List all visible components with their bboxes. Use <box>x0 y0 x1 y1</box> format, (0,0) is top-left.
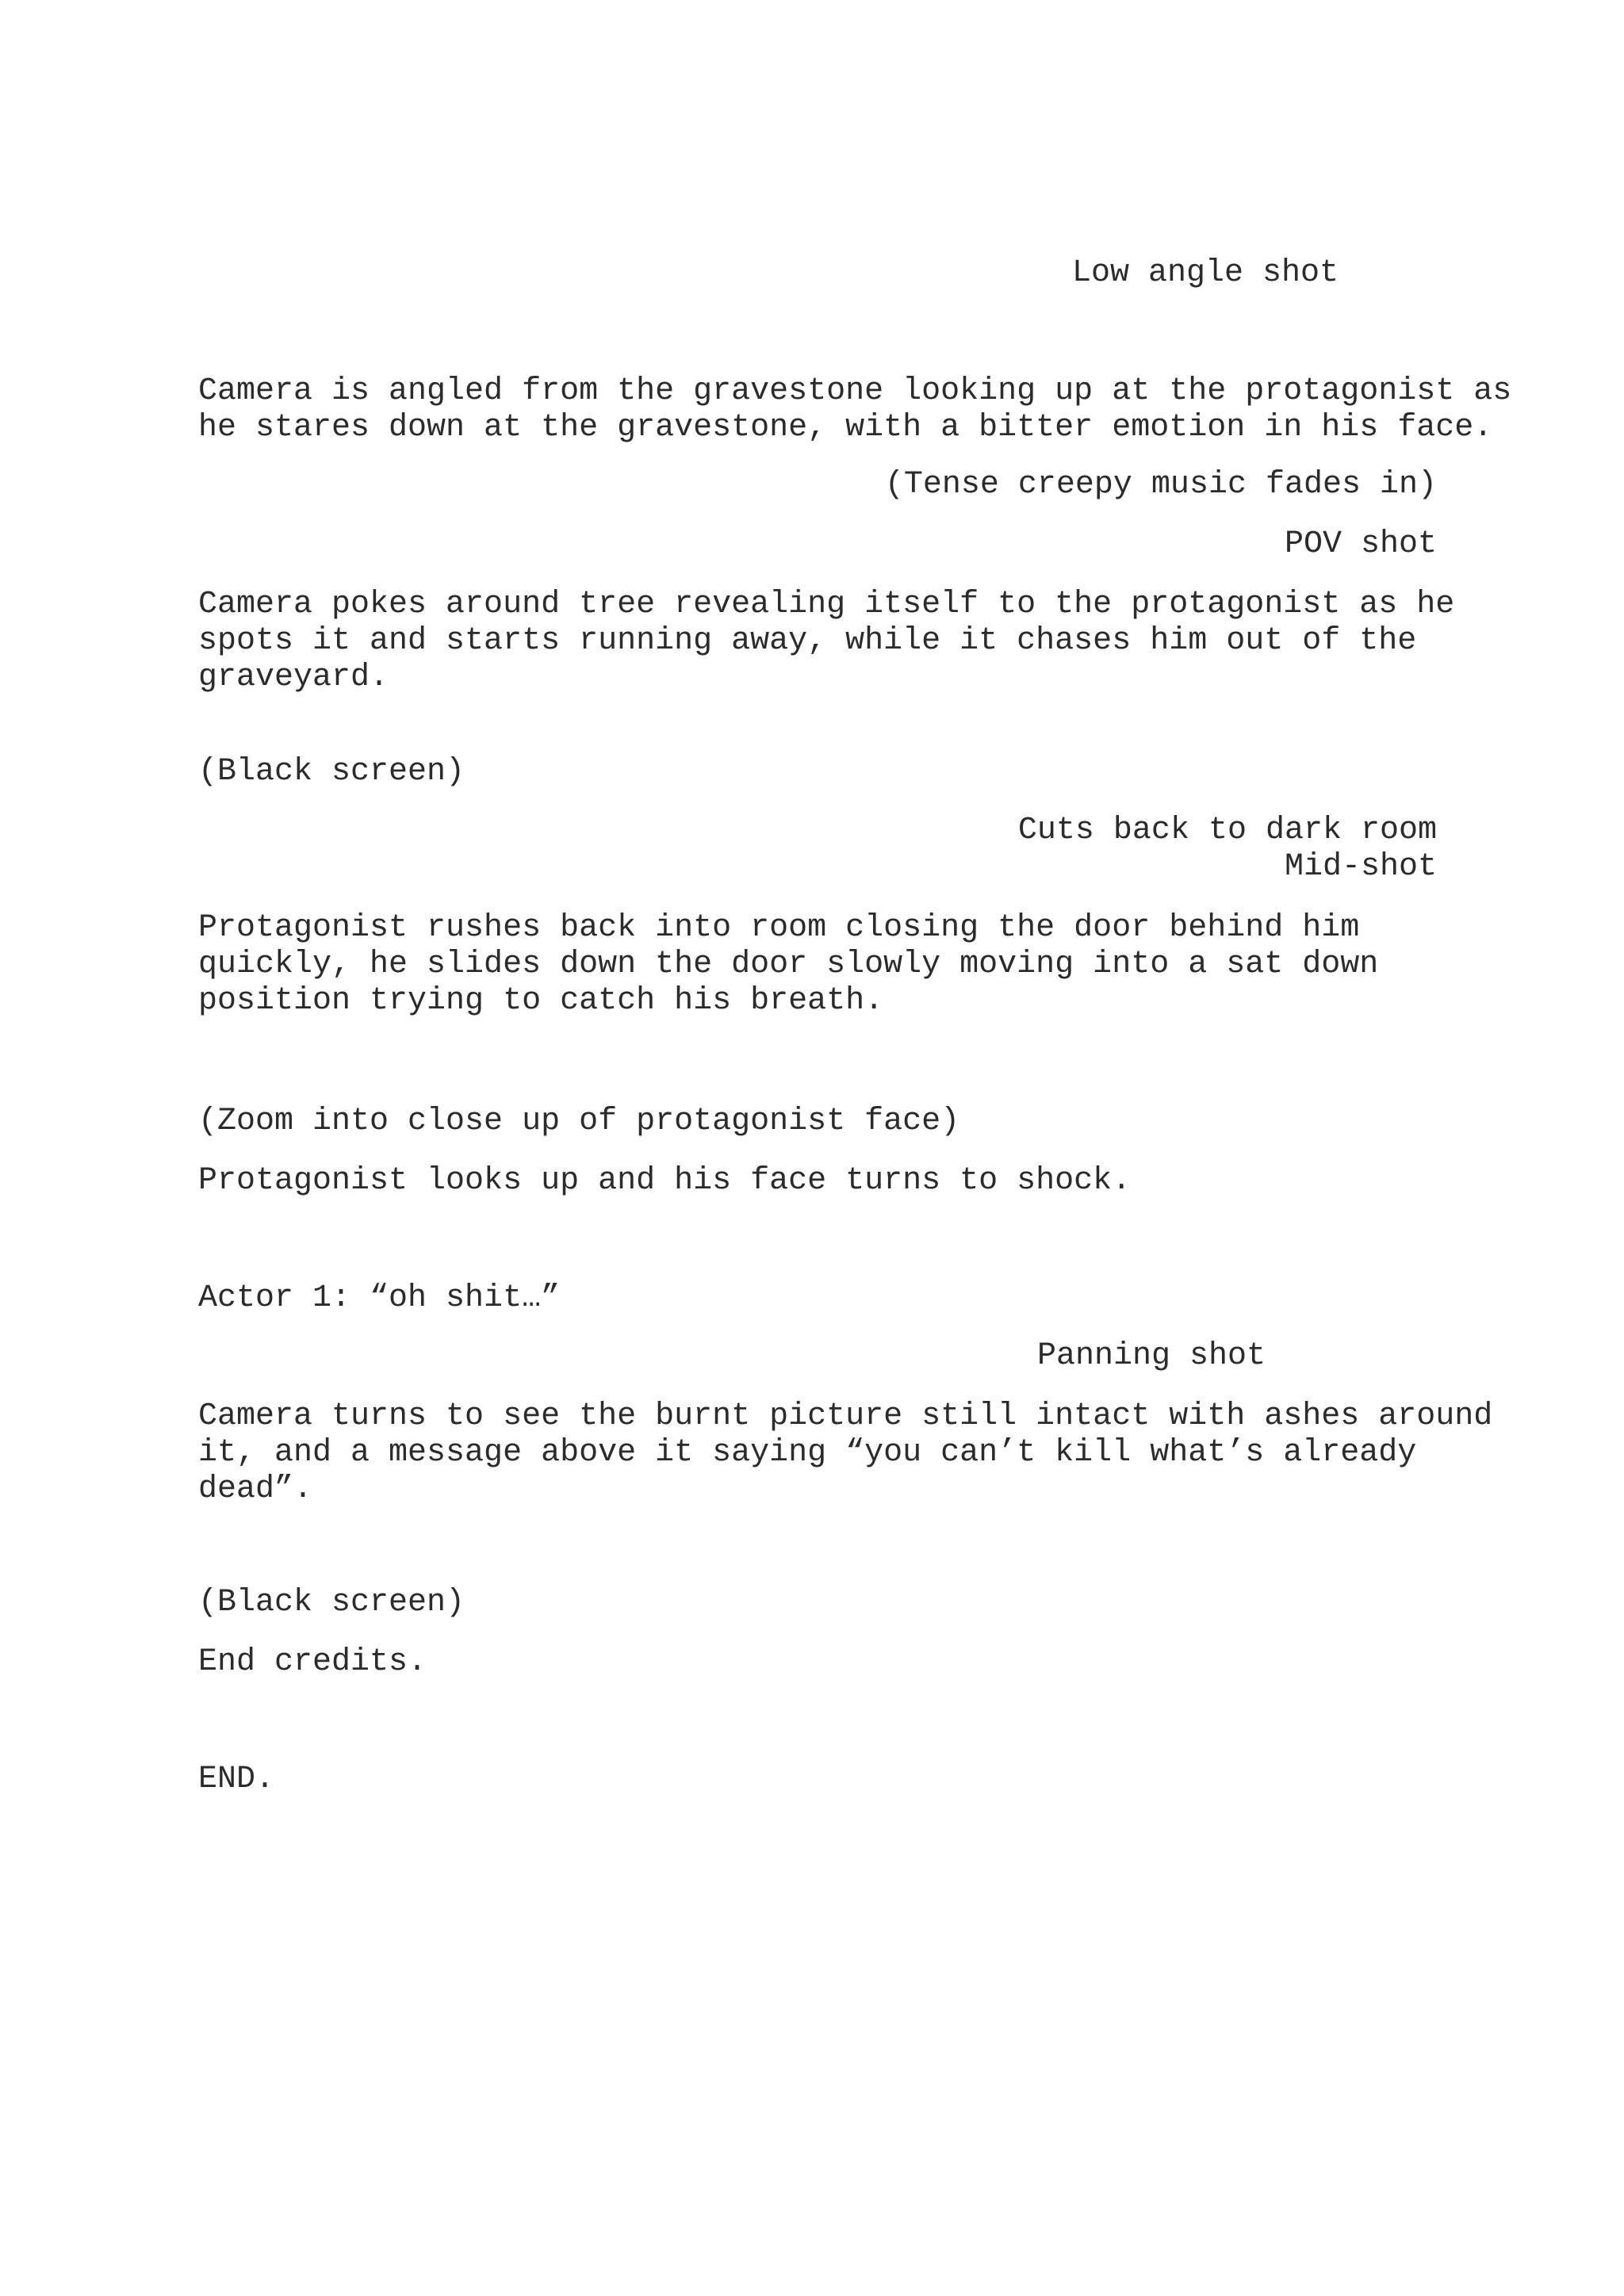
action-line: position trying to catch his breath. <box>198 983 884 1019</box>
shot-direction-panning: Panning shot <box>1037 1338 1266 1374</box>
action-line: dead”. <box>198 1471 313 1507</box>
shot-direction-pov: POV shot <box>1284 526 1437 562</box>
shot-direction-low-angle: Low angle shot <box>1072 255 1339 291</box>
end-credits-line: End credits. <box>198 1644 427 1680</box>
action-paragraph-5 <box>198 1399 1493 1508</box>
action-line: Protagonist rushes back into room closing the door behind him <box>198 910 1360 946</box>
action-line: quickly, he slides down the door slowly moving into a sat down <box>198 947 1379 982</box>
action-paragraph-4: Protagonist looks up and his face turns to shock. <box>198 1163 1132 1199</box>
action-paragraph-3 <box>198 910 1451 1020</box>
camera-direction-zoom: (Zoom into close up of protagonist face) <box>198 1104 960 1139</box>
action-line: he stares down at the gravestone, with a bitter emotion in his face. <box>198 410 1493 446</box>
shot-direction-mid-shot: Mid-shot <box>1284 849 1437 885</box>
transition-black-screen: (Black screen) <box>198 1585 465 1621</box>
dialogue-line: Actor 1: “oh shit…” <box>198 1280 561 1316</box>
action-paragraph-1 <box>198 373 1512 446</box>
action-line: Camera is angled from the gravestone looking up at the protagonist as <box>198 373 1512 409</box>
scene-direction-cuts-back: Cuts back to dark room <box>1017 813 1437 848</box>
action-line: graveyard. <box>198 660 389 695</box>
action-line: Camera turns to see the burnt picture still intact with ashes around <box>198 1399 1493 1434</box>
transition-black-screen: (Black screen) <box>198 754 465 790</box>
action-paragraph-2 <box>198 587 1455 696</box>
action-line: Camera pokes around tree revealing itself to the protagonist as he <box>198 587 1455 622</box>
action-line: it, and a message above it saying “you can’t kill what’s already <box>198 1435 1417 1471</box>
action-line: spots it and starts running away, while it chases him out of the <box>198 623 1417 659</box>
sound-direction-tense-music: (Tense creepy music fades in) <box>884 467 1437 503</box>
end-marker: END. <box>198 1762 275 1797</box>
